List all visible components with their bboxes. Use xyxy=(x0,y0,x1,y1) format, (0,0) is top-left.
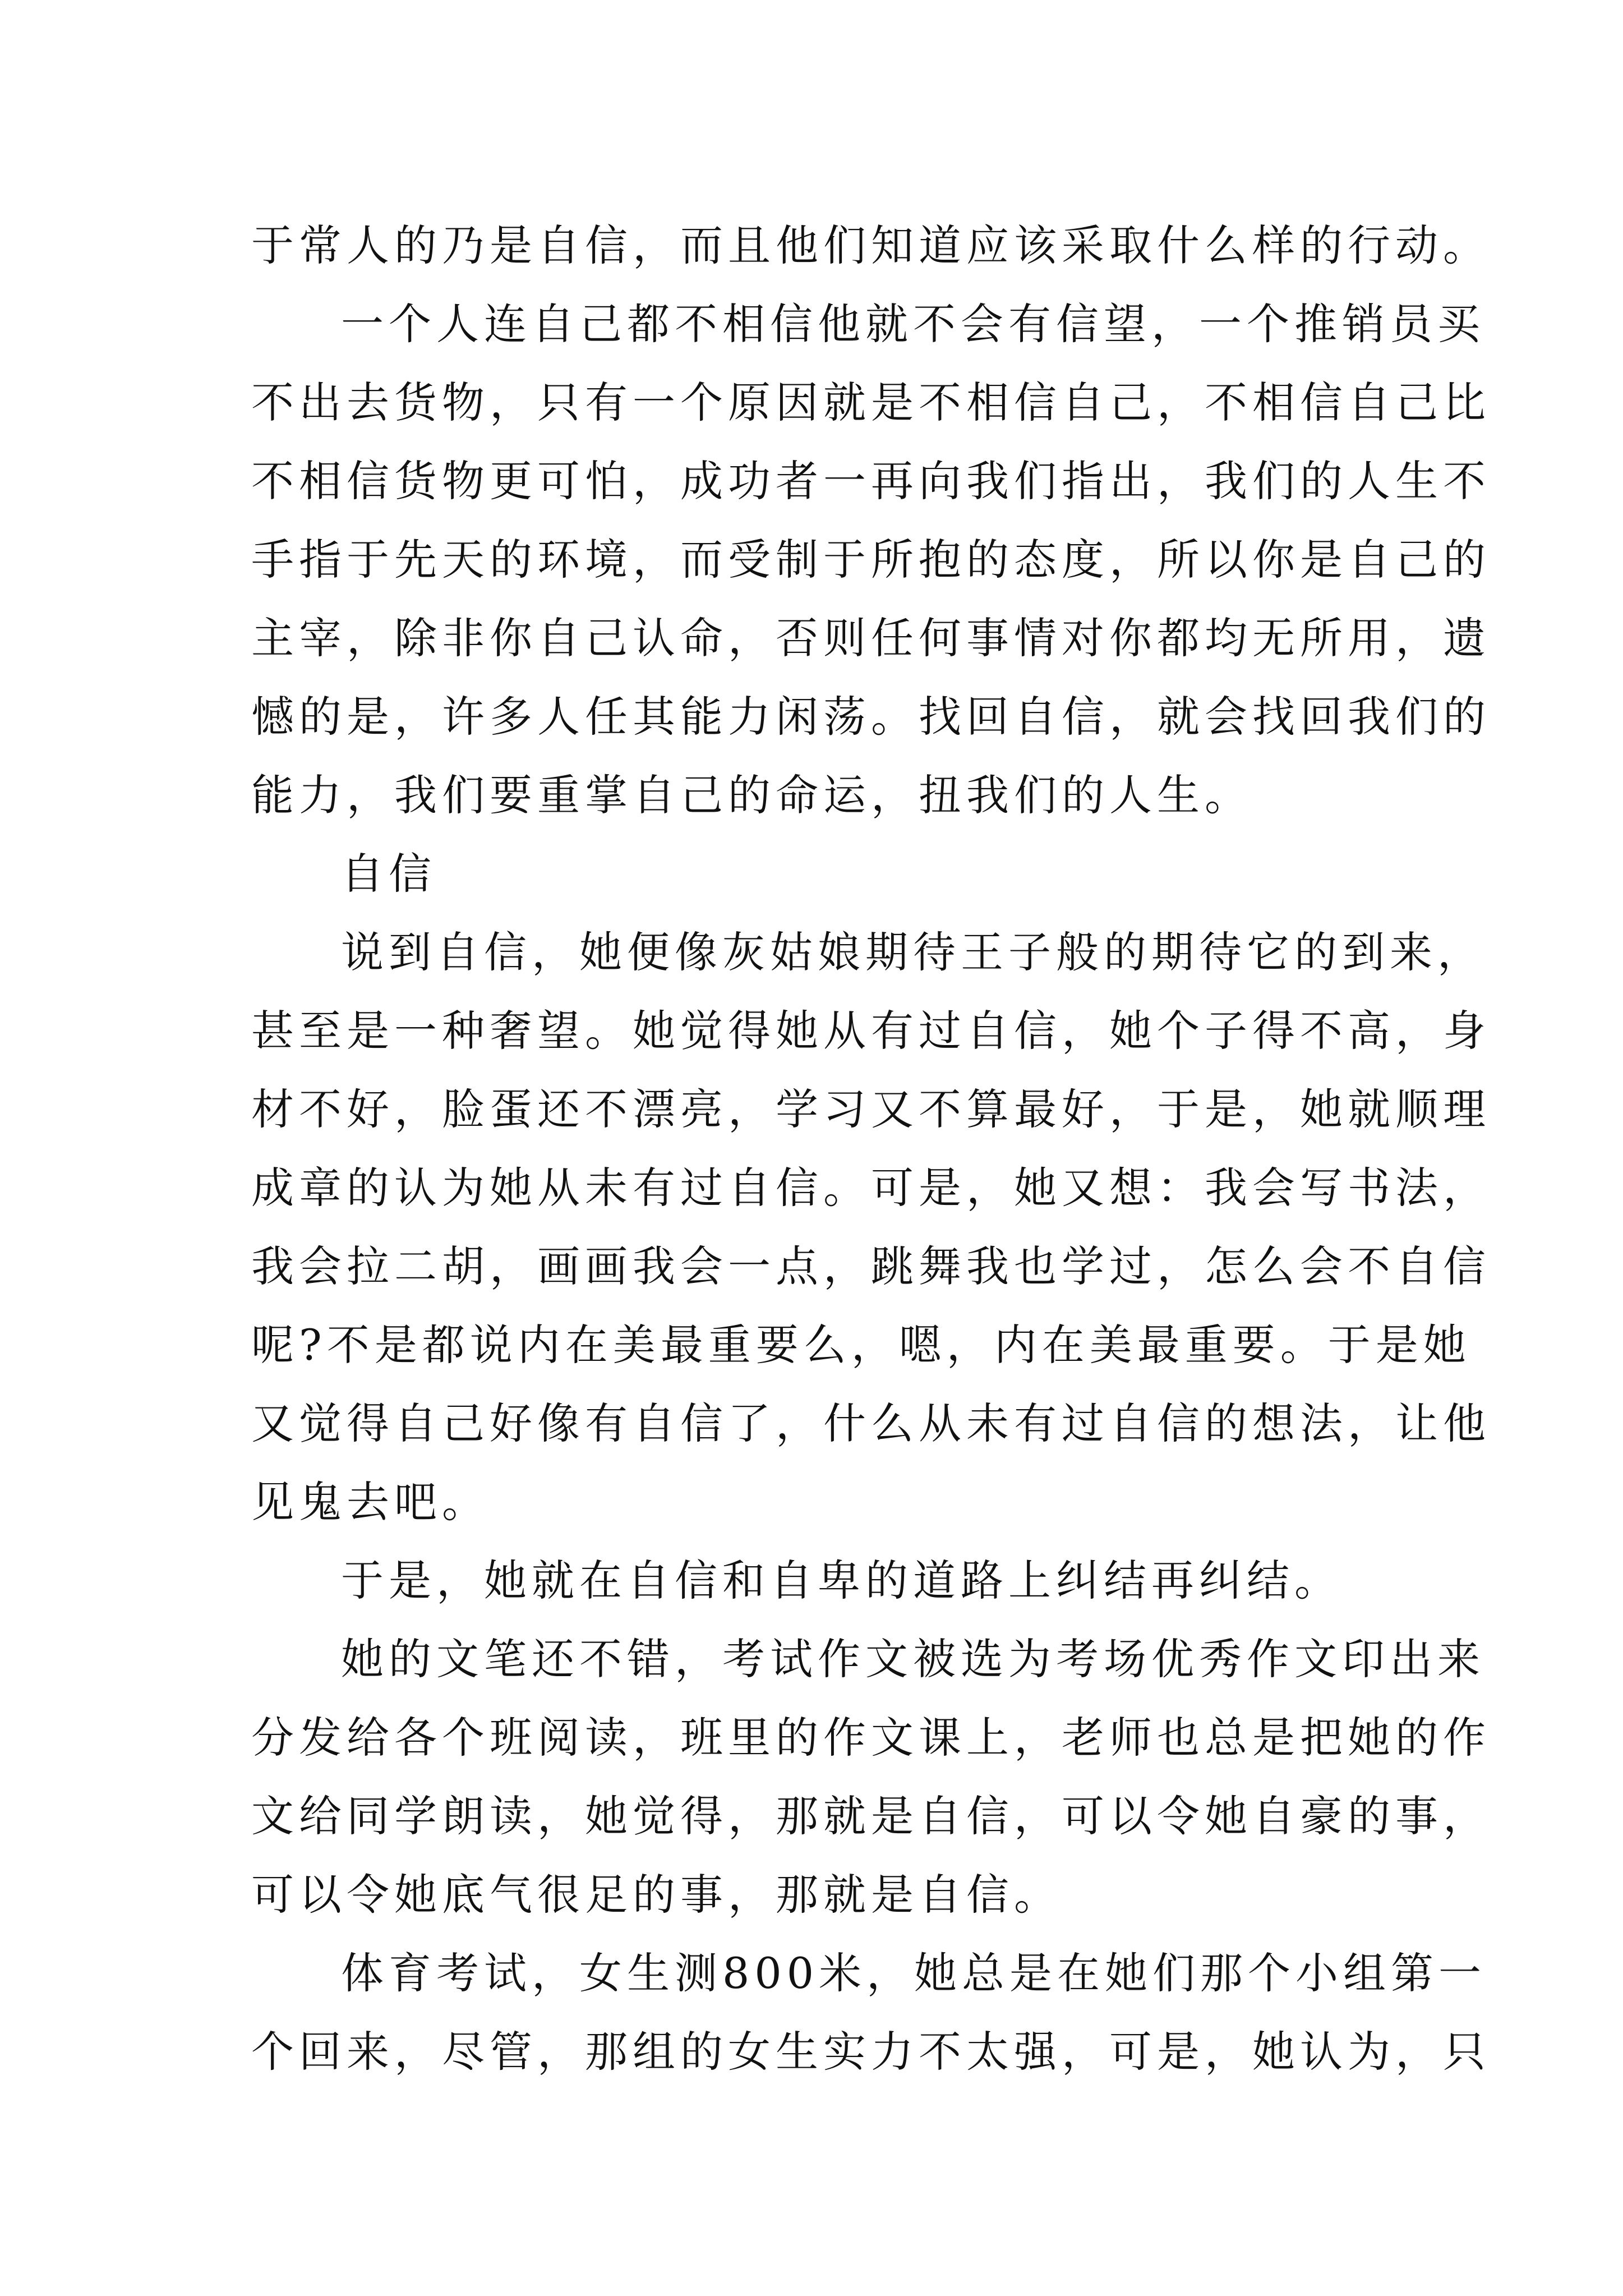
text-line: 见鬼去吧。 xyxy=(251,1477,490,1527)
paragraph-first-line: 她的文笔还不错，考试作文被选为考场优秀作文印出来 xyxy=(341,1634,1485,1684)
text-line: 文给同学朗读，她觉得，那就是自信，可以令她自豪的事， xyxy=(251,1791,1491,1841)
text-line: 甚至是一种奢望。她觉得她从有过自信，她个子得不高，身 xyxy=(251,1006,1491,1056)
text-line: 于常人的乃是自信，而且他们知道应该采取什么样的行动。 xyxy=(251,220,1491,270)
text-line: 能力，我们要重掌自己的命运，扭我们的人生。 xyxy=(251,770,1252,820)
text-line: 分发给各个班阅读，班里的作文课上，老师也总是把她的作 xyxy=(251,1713,1491,1763)
paragraph-first-line: 说到自信，她便像灰姑娘期待王子般的期待它的到来， xyxy=(341,927,1485,977)
text-line: 成章的认为她从未有过自信。可是，她又想：我会写书法， xyxy=(251,1163,1491,1213)
paragraph-first-line: 体育考试，女生测800米，她总是在她们那个小组第一 xyxy=(341,1948,1487,1998)
text-line: 憾的是，许多人任其能力闲荡。找回自信，就会找回我们的 xyxy=(251,692,1491,742)
text-line: 材不好，脸蛋还不漂亮，学习又不算最好，于是，她就顺理 xyxy=(251,1084,1491,1134)
text-line: 不相信货物更可怕，成功者一再向我们指出，我们的人生不 xyxy=(251,456,1491,506)
section-heading: 自信 xyxy=(341,849,436,899)
text-line: 我会拉二胡，画画我会一点，跳舞我也学过，怎么会不自信 xyxy=(251,1241,1491,1291)
text-line: 个回来，尽管，那组的女生实力不太强，可是，她认为，只 xyxy=(251,2027,1491,2077)
paragraph-first-line: 一个人连自己都不相信他就不会有信望，一个推销员买 xyxy=(341,299,1485,349)
text-line: 手指于先天的环境，而受制于所抱的态度，所以你是自己的 xyxy=(251,535,1491,585)
paragraph-first-line: 于是，她就在自信和自卑的道路上纠结再纠结。 xyxy=(341,1556,1342,1605)
text-line: 主宰，除非你自己认命，否则任何事情对你都均无所用，遗 xyxy=(251,613,1491,663)
body-text xyxy=(251,206,1491,2091)
text-line: 可以令她底气很足的事，那就是自信。 xyxy=(251,1870,1062,1920)
text-line: 呢?不是都说内在美最重要么，嗯，内在美最重要。于是她 xyxy=(251,1320,1471,1370)
text-line: 不出去货物，只有一个原因就是不相信自己，不相信自己比 xyxy=(251,378,1491,427)
text-line: 又觉得自己好像有自信了，什么从未有过自信的想法，让他 xyxy=(251,1398,1491,1448)
